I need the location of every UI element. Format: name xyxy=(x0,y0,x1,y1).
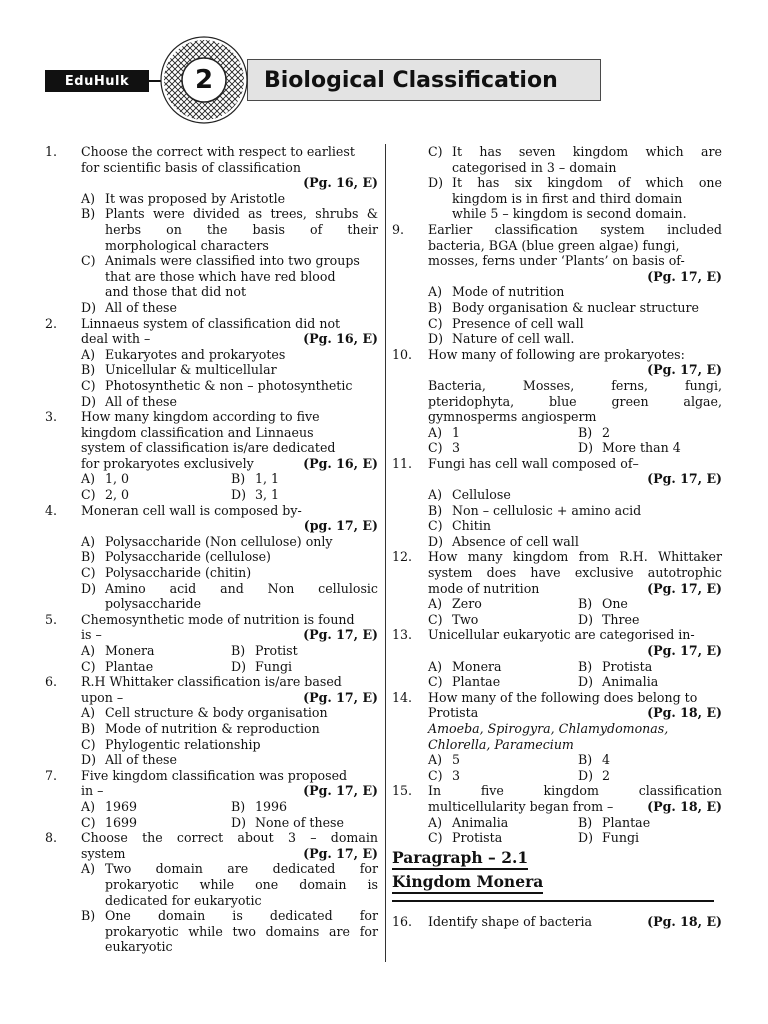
option-letter: D) xyxy=(428,331,444,347)
option-text: Cell structure & body organisation xyxy=(105,705,328,721)
option-text: 1 xyxy=(452,424,461,440)
option-letter: D) xyxy=(81,580,97,596)
option-text: Body organisation & nuclear structure xyxy=(452,299,699,315)
option-text: Unicellular & multicellular xyxy=(105,362,277,378)
question-2 xyxy=(45,316,378,410)
question-number: 3. xyxy=(45,409,58,425)
question-number: 8. xyxy=(45,830,58,846)
option-letter: C) xyxy=(428,830,443,846)
option-letter: B) xyxy=(578,752,593,768)
question-4 xyxy=(45,503,378,612)
option-text: 1996 xyxy=(255,798,288,814)
option-text: Fungi xyxy=(255,658,293,674)
option-letter: A) xyxy=(428,814,443,830)
option-letter: B) xyxy=(578,814,593,830)
question-text: system does have exclusive autotrophic xyxy=(428,565,722,581)
option-letter: B) xyxy=(81,908,96,924)
page-reference: (Pg. 16, E) xyxy=(303,455,378,471)
question-12 xyxy=(392,549,722,627)
chapter-number: 2 xyxy=(194,65,214,95)
question-text: for scientific basis of classification xyxy=(81,159,301,175)
question-6 xyxy=(45,674,378,768)
question-text: In five kingdom classification xyxy=(428,783,722,799)
question-number: 1. xyxy=(45,144,58,159)
option-text: Plantae xyxy=(105,658,154,674)
option-letter: B) xyxy=(231,798,246,814)
option-letter: D) xyxy=(81,299,97,315)
question-1 xyxy=(45,144,378,316)
question-text: Identify shape of bacteria xyxy=(428,913,593,929)
question-text: in – xyxy=(81,783,104,799)
option-text: Polysaccharide (Non cellulose) only xyxy=(105,533,333,549)
question-number: 14. xyxy=(392,689,413,705)
question-8 xyxy=(45,830,378,955)
option-text: Plants were divided as trees, shrubs & herbs on the basis of their morphological characters xyxy=(105,206,378,253)
option-text: All of these xyxy=(105,752,177,768)
option-letter: A) xyxy=(428,424,443,440)
option-letter: B) xyxy=(81,549,96,565)
option-letter: A) xyxy=(428,487,443,503)
question-text: multicellularity began from – xyxy=(428,798,614,814)
question-10 xyxy=(392,347,722,456)
option-text: Animals were classified into two groups that are those which have red blood and those that did not xyxy=(105,253,360,300)
option-text: Protista xyxy=(602,658,653,674)
option-letter: B) xyxy=(428,299,443,315)
option-letter: C) xyxy=(428,144,443,159)
option-text: Amino acid and Non cellulosic polysaccharide xyxy=(105,580,378,612)
option-letter: C) xyxy=(428,611,443,627)
option-letter: C) xyxy=(81,658,96,674)
page-reference: (Pg. 18, E) xyxy=(647,798,722,814)
question-text: Chemosynthetic mode of nutrition is found xyxy=(81,611,355,627)
organism-list: Amoeba, Spirogyra, Chlamydomonas, xyxy=(428,720,669,736)
column-divider xyxy=(385,144,386,962)
option-letter: B) xyxy=(428,502,443,518)
option-letter: A) xyxy=(81,643,96,658)
option-text: Animalia xyxy=(602,674,659,690)
page-reference: (Pg. 17, E) xyxy=(647,362,722,378)
option-text: Protista xyxy=(452,830,503,846)
brand-label: EduHulk xyxy=(45,70,149,92)
question-text: How many kingdom according to five xyxy=(81,409,320,425)
option-letter: B) xyxy=(81,720,96,736)
option-text: Two domain are dedicated for prokaryotic while one domain is dedicated for eukaryotic xyxy=(105,861,378,908)
paragraph-title: Paragraph – 2.1 xyxy=(392,848,528,870)
option-letter: C) xyxy=(81,565,96,581)
page-reference: (Pg. 17, E) xyxy=(303,845,378,861)
option-text: Cellulose xyxy=(452,487,511,503)
option-letter: A) xyxy=(81,346,96,362)
option-text: Fungi xyxy=(602,830,640,846)
option-text: 2, 0 xyxy=(105,487,130,503)
option-text: 1699 xyxy=(105,814,138,830)
question-text: Protista xyxy=(428,705,479,721)
paragraph-subtitle: Kingdom Monera xyxy=(392,872,543,894)
question-14 xyxy=(392,690,722,784)
left-column xyxy=(45,144,378,955)
option-letter: B) xyxy=(578,424,593,440)
option-letter: D) xyxy=(81,393,97,409)
question-15 xyxy=(392,783,722,845)
question-16 xyxy=(392,914,722,930)
page-reference: (Pg. 17, E) xyxy=(303,783,378,799)
option-text: 1, 1 xyxy=(255,471,280,487)
option-letter: D) xyxy=(578,440,594,456)
page-reference: (Pg. 16, E) xyxy=(303,331,378,347)
option-letter: C) xyxy=(428,674,443,690)
question-number: 15. xyxy=(392,783,413,799)
question-text: Choose the correct about 3 – domain xyxy=(81,830,378,846)
option-letter: D) xyxy=(231,814,247,830)
option-letter: C) xyxy=(81,814,96,830)
question-7 xyxy=(45,768,378,830)
option-text: Polysaccharide (cellulose) xyxy=(105,549,271,565)
option-text: It has six kingdom of which one kingdom is in first and third domain while 5 – kingdom is second domain. xyxy=(452,175,722,222)
option-text: Chitin xyxy=(452,518,491,534)
option-text: Non – cellulosic + amino acid xyxy=(452,502,642,518)
page-reference: (Pg. 17, E) xyxy=(303,627,378,643)
option-letter: A) xyxy=(428,596,443,612)
question-text: system of classification is/are dedicated xyxy=(81,440,336,456)
option-text: Plantae xyxy=(452,674,501,690)
question-13 xyxy=(392,627,722,689)
option-letter: C) xyxy=(428,315,443,331)
question-text: Linnaeus system of classification did not xyxy=(81,315,341,331)
option-letter: A) xyxy=(81,705,96,721)
option-letter: D) xyxy=(578,674,594,690)
option-letter: B) xyxy=(231,471,246,487)
question-text: mosses, ferns under ‘Plants’ on basis of- xyxy=(428,253,685,269)
option-text: Photosynthetic & non – photosynthetic xyxy=(105,377,353,393)
option-letter: A) xyxy=(428,752,443,768)
page-reference: (Pg. 18, E) xyxy=(647,705,722,721)
question-number: 7. xyxy=(45,767,58,783)
option-letter: A) xyxy=(428,658,443,674)
option-letter: C) xyxy=(81,736,96,752)
paragraph-heading xyxy=(392,848,722,902)
option-letter: A) xyxy=(81,861,96,877)
option-text: More than 4 xyxy=(602,440,681,456)
question-text: Moneran cell wall is composed by- xyxy=(81,502,302,518)
chapter-title: Biological Classification xyxy=(264,67,558,93)
question-number: 4. xyxy=(45,502,58,518)
option-text: All of these xyxy=(105,299,177,315)
question-3 xyxy=(45,409,378,503)
page-reference: (Pg. 17, E) xyxy=(647,268,722,284)
option-text: 1, 0 xyxy=(105,471,130,487)
option-text: Animalia xyxy=(452,814,509,830)
question-5 xyxy=(45,612,378,674)
option-text: Protist xyxy=(255,643,298,658)
option-letter: D) xyxy=(578,767,594,783)
question-text: How many kingdom from R.H. Whittaker xyxy=(428,549,722,565)
question-text: Fungi has cell wall composed of– xyxy=(428,455,639,471)
option-letter: A) xyxy=(81,190,96,206)
option-text: It has seven kingdom which are categorised in 3 – domain xyxy=(452,144,722,175)
option-letter: C) xyxy=(81,377,96,393)
option-text: Mode of nutrition xyxy=(452,284,565,300)
question-text: kingdom classification and Linnaeus xyxy=(81,424,314,440)
question-text: deal with – xyxy=(81,331,151,347)
option-text: 3, 1 xyxy=(255,487,280,503)
paragraph-rule xyxy=(392,900,714,902)
question-text: Choose the correct with respect to earliest xyxy=(81,144,355,159)
page-reference: (Pg. 17, E) xyxy=(303,689,378,705)
option-text: Eukaryotes and prokaryotes xyxy=(105,346,286,362)
question-text: How many of following are prokaryotes: xyxy=(428,346,685,362)
option-text: It was proposed by Aristotle xyxy=(105,190,286,206)
option-text: Monera xyxy=(452,658,502,674)
organism-list: Chlorella, Paramecium xyxy=(428,736,574,752)
question-number: 16. xyxy=(392,913,413,929)
option-text: Nature of cell wall. xyxy=(452,331,575,347)
question-text: How many of the following does belong to xyxy=(428,689,698,705)
page-reference: (pg. 17, E) xyxy=(303,518,378,534)
chapter-title-box xyxy=(247,59,601,101)
option-text: Monera xyxy=(105,643,155,658)
option-text: Presence of cell wall xyxy=(452,315,584,331)
option-text: Mode of nutrition & reproduction xyxy=(105,720,320,736)
question-text: upon – xyxy=(81,689,124,705)
option-text: 3 xyxy=(452,440,461,456)
question-9 xyxy=(392,222,722,347)
option-text: One xyxy=(602,596,628,612)
option-letter: D) xyxy=(231,658,247,674)
question-number: 9. xyxy=(392,221,405,237)
question-number: 11. xyxy=(392,455,413,471)
question-text: pteridophyta, blue green algae, xyxy=(428,393,722,409)
option-letter: B) xyxy=(578,596,593,612)
option-letter: B) xyxy=(578,658,593,674)
option-letter: D) xyxy=(231,487,247,503)
question-text: system xyxy=(81,845,126,861)
question-text: mode of nutrition xyxy=(428,580,540,596)
option-text: 4 xyxy=(602,752,611,768)
option-text: None of these xyxy=(255,814,344,830)
question-text: Five kingdom classification was proposed xyxy=(81,767,348,783)
question-text: for prokaryotes exclusively xyxy=(81,455,254,471)
question-number: 5. xyxy=(45,611,58,627)
option-text: Zero xyxy=(452,596,482,612)
option-text: Plantae xyxy=(602,814,651,830)
option-letter: B) xyxy=(81,206,96,222)
option-letter: A) xyxy=(81,471,96,487)
option-text: All of these xyxy=(105,393,177,409)
option-letter: D) xyxy=(578,611,594,627)
option-text: 5 xyxy=(452,752,461,768)
option-text: One domain is dedicated for prokaryotic while two domains are for eukaryotic xyxy=(105,908,378,955)
option-text: Two xyxy=(452,611,479,627)
option-text: 2 xyxy=(602,767,611,783)
option-text: Phylogentic relationship xyxy=(105,736,261,752)
question-text: Bacteria, Mosses, ferns, fungi, xyxy=(428,377,722,393)
question-text: Unicellular eukaryotic are categorised in- xyxy=(428,627,695,643)
page-reference: (Pg. 16, E) xyxy=(303,175,378,191)
option-letter: A) xyxy=(428,284,443,300)
option-text: 3 xyxy=(452,767,461,783)
option-text: Absence of cell wall xyxy=(452,533,579,549)
option-letter: B) xyxy=(81,362,96,378)
option-letter: C) xyxy=(81,253,96,269)
question-number: 12. xyxy=(392,549,413,565)
option-text: 1969 xyxy=(105,798,138,814)
option-letter: C) xyxy=(428,518,443,534)
option-letter: B) xyxy=(231,643,246,658)
question-text: is – xyxy=(81,627,102,643)
option-text: Three xyxy=(602,611,640,627)
question-number: 13. xyxy=(392,627,413,643)
option-letter: D) xyxy=(428,175,444,191)
option-letter: D) xyxy=(81,752,97,768)
option-letter: C) xyxy=(81,487,96,503)
question-11 xyxy=(392,456,722,550)
option-letter: C) xyxy=(428,440,443,456)
question-number: 2. xyxy=(45,315,58,331)
option-text: Polysaccharide (chitin) xyxy=(105,565,252,581)
question-text: Earlier classification system included xyxy=(428,221,722,237)
option-letter: D) xyxy=(428,533,444,549)
option-letter: A) xyxy=(81,533,96,549)
question-text: bacteria, BGA (blue green algae) fungi, xyxy=(428,237,680,253)
right-column xyxy=(392,144,722,929)
option-letter: C) xyxy=(428,767,443,783)
question-text: R.H Whittaker classification is/are based xyxy=(81,674,342,690)
question-number: 10. xyxy=(392,346,413,362)
option-text: 2 xyxy=(602,424,611,440)
question-8-continued xyxy=(392,144,722,222)
page-reference: (Pg. 17, E) xyxy=(647,643,722,658)
question-text: gymnosperms angiosperm xyxy=(428,409,597,425)
option-letter: A) xyxy=(81,798,96,814)
question-number: 6. xyxy=(45,674,58,690)
page-reference: (Pg. 17, E) xyxy=(647,580,722,596)
page-reference: (Pg. 17, E) xyxy=(647,471,722,487)
page-reference: (Pg. 18, E) xyxy=(647,913,722,929)
option-letter: D) xyxy=(578,830,594,846)
